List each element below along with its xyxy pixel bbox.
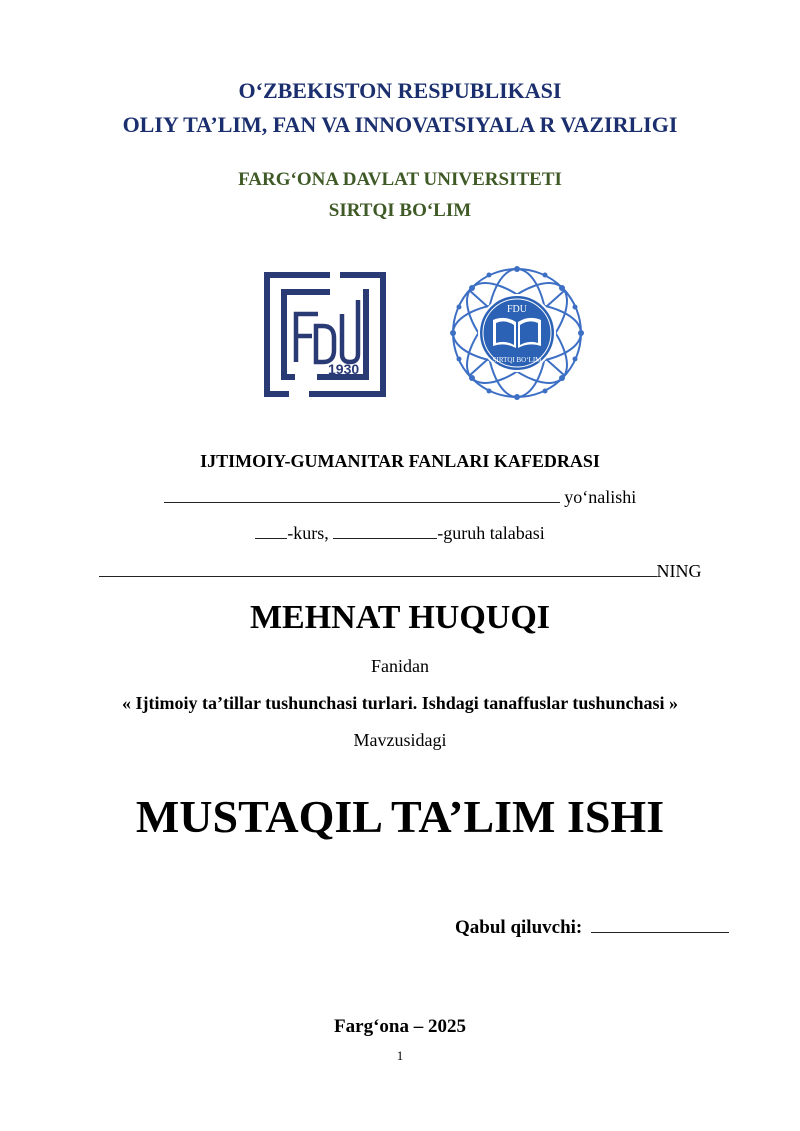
direction-line: [0, 487, 800, 508]
logo-year: 1930: [328, 361, 360, 377]
course-label: -kurs,: [287, 523, 329, 543]
receiver-blank: [591, 931, 729, 933]
receiver-label: Qabul qiluvchi:: [455, 917, 583, 938]
emblem-bottom-text: SIRTQI BO‘LIM: [492, 356, 542, 364]
emblem-top-text: FDU: [506, 304, 528, 315]
university-name: FARG‘ONA DAVLAT UNIVERSITETI: [238, 169, 562, 190]
logos-row: [0, 265, 800, 400]
topic-label: Mavzusidagi: [353, 730, 447, 750]
student-suffix: NING: [656, 561, 702, 581]
place-year: Farg‘ona – 2025: [334, 1016, 466, 1037]
student-name-line: [0, 561, 800, 582]
ministry-line-2: OLIY TA’LIM, FAN VA INNOVATSIYALA R VAZIRLIGI: [122, 112, 678, 137]
group-label: -guruh talabasi: [437, 523, 545, 543]
fdu-1930-logo-icon: [262, 270, 388, 397]
subject-label: Fanidan: [371, 656, 429, 676]
receiver-line: [455, 917, 729, 939]
topic-title: « Ijtimoiy ta’tillar tushunchasi turlari. Ishdagi tanaffuslar tushunchasi »: [122, 693, 678, 713]
course-blank: [255, 537, 287, 539]
ministry-line-1: O‘ZBEKISTON RESPUBLIKASI: [238, 78, 562, 103]
course-group-line: [0, 523, 800, 544]
direction-blank: [164, 501, 560, 503]
sirtqi-bolim-emblem-icon: [449, 265, 585, 401]
direction-label: yo‘nalishi: [564, 487, 637, 507]
department-name: IJTIMOIY-GUMANITAR FANLARI KAFEDRASI: [200, 451, 600, 471]
subject-name: MEHNAT HUQUQI: [249, 599, 551, 636]
division-name: SIRTQI BO‘LIM: [328, 200, 472, 221]
page-number: 1: [396, 1048, 404, 1063]
student-name-blank: [99, 575, 657, 577]
work-title: MUSTAQIL TA’LIM ISHI: [135, 791, 665, 842]
group-blank: [333, 537, 437, 539]
